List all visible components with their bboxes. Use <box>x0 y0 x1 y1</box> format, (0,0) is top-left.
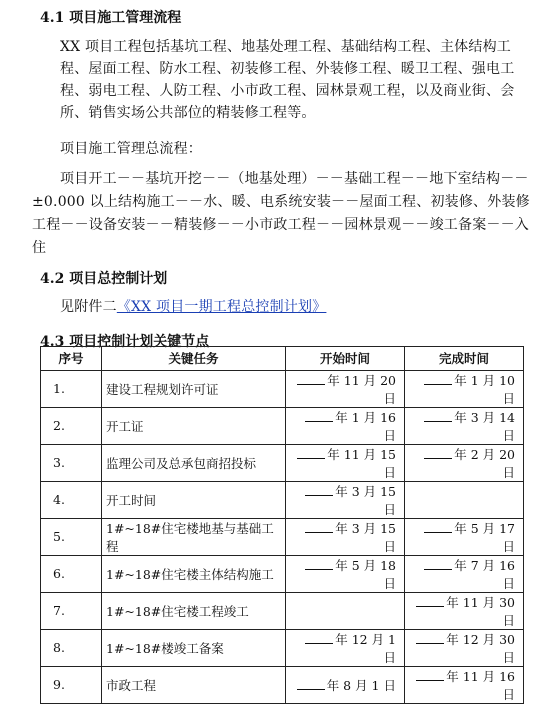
section-4-3-heading: 4.3 项目控制计划关键节点 <box>40 334 210 350</box>
row-task: 1#~18#住宅楼主体结构施工 <box>102 555 286 592</box>
year-blank <box>424 410 452 422</box>
attachment-reference <box>60 296 530 318</box>
year-blank <box>297 678 325 690</box>
row-task: 1#~18#住宅楼地基与基础工程 <box>102 518 286 555</box>
date-text: 年 12 月 30 日 <box>446 631 515 665</box>
date-text: 年 12 月 1 日 <box>335 631 396 665</box>
date-text: 年 3 月 15 日 <box>335 483 396 517</box>
date-text: 年 3 月 15 日 <box>335 520 396 554</box>
row-task: 开工证 <box>102 407 286 444</box>
date-text: 年 5 月 18 日 <box>335 557 396 591</box>
year-blank <box>305 521 333 533</box>
row-end-date <box>405 518 524 555</box>
date-text: 年 7 月 16 日 <box>454 557 515 591</box>
date-text: 年 11 月 20 日 <box>327 372 396 406</box>
year-blank <box>424 373 452 385</box>
column-header-no: 序号 <box>41 347 102 371</box>
row-task: 监理公司及总承包商招投标 <box>102 444 286 481</box>
attachment-prefix: 见附件二 <box>60 299 117 315</box>
row-start-date <box>286 555 405 592</box>
date-text: 年 2 月 20 日 <box>454 446 515 480</box>
flow-paragraph: 项目开工－－基坑开挖－－（地基处理）－－基础工程－－地下室结构－－±0.000 以上结构施工－－水、暖、电系统安装－－屋面工程、初装修、外装修工程－－设备安装－－精装修－－小市政工程－－园林景观－－竣工备案－－入住 <box>32 171 530 256</box>
year-blank <box>424 447 452 459</box>
table-row <box>41 481 524 518</box>
year-blank <box>305 410 333 422</box>
row-end-date <box>405 444 524 481</box>
date-text: 年 11 月 15 日 <box>327 446 396 480</box>
date-text: 年 1 月 16 日 <box>335 409 396 443</box>
row-end-date <box>405 370 524 407</box>
row-start-date <box>286 481 405 518</box>
row-number: 1. <box>41 370 102 407</box>
date-text: 年 5 月 17 日 <box>454 520 515 554</box>
table-row <box>41 518 524 555</box>
year-blank <box>416 595 444 607</box>
project-scope-paragraph: XX 项目工程包括基坑工程、地基处理工程、基础结构工程、主体结构工程、屋面工程、防水工程、初装修工程、外装修工程、暖卫工程、强电工程、弱电工程、人防工程、小市政工程、园林景观工程，以及商业街、会所、销售实场公共部位的精装修工程等。 <box>60 39 515 121</box>
column-header-start: 开始时间 <box>286 347 405 371</box>
row-number: 3. <box>41 444 102 481</box>
master-plan-link[interactable]: 《XX 项目一期工程总控制计划》 <box>116 299 327 315</box>
year-blank <box>305 632 333 644</box>
row-number: 8. <box>41 629 102 666</box>
row-task: 市政工程 <box>102 666 286 703</box>
row-number: 9. <box>41 666 102 703</box>
key-milestones-table <box>40 346 524 704</box>
row-end-date <box>405 592 524 629</box>
table-row <box>41 444 524 481</box>
row-start-date <box>286 666 405 703</box>
flow-title: 项目施工管理总流程： <box>60 141 202 157</box>
row-task: 1#~18#楼竣工备案 <box>102 629 286 666</box>
year-blank <box>297 373 325 385</box>
year-blank <box>424 521 452 533</box>
row-task: 开工时间 <box>102 481 286 518</box>
row-end-date <box>405 407 524 444</box>
column-header-task: 关键任务 <box>102 347 286 371</box>
table-row <box>41 555 524 592</box>
row-number: 2. <box>41 407 102 444</box>
year-blank <box>305 484 333 496</box>
row-number: 4. <box>41 481 102 518</box>
row-number: 5. <box>41 518 102 555</box>
row-task: 1#~18#住宅楼工程竣工 <box>102 592 286 629</box>
table-row <box>41 666 524 703</box>
row-number: 7. <box>41 592 102 629</box>
row-end-date <box>405 629 524 666</box>
year-blank <box>297 447 325 459</box>
row-number: 6. <box>41 555 102 592</box>
row-end-date <box>405 555 524 592</box>
row-start-date <box>286 518 405 555</box>
year-blank <box>305 558 333 570</box>
table-row <box>41 629 524 666</box>
row-end-date <box>405 666 524 703</box>
column-header-end: 完成时间 <box>405 347 524 371</box>
row-task: 建设工程规划许可证 <box>102 370 286 407</box>
row-start-date <box>286 407 405 444</box>
row-start-date <box>286 444 405 481</box>
section-4-1-heading: 4.1 项目施工管理流程 <box>40 10 182 26</box>
section-4-2-heading: 4.2 项目总控制计划 <box>40 271 168 287</box>
row-start-date <box>286 370 405 407</box>
year-blank <box>416 669 444 681</box>
date-text: 年 11 月 16 日 <box>446 668 515 702</box>
table-header-row <box>41 347 524 371</box>
row-end-date <box>405 481 524 518</box>
row-start-date <box>286 629 405 666</box>
date-text: 年 8 月 1 日 <box>326 677 396 693</box>
row-start-date <box>286 592 405 629</box>
date-text: 年 11 月 30 日 <box>446 594 515 628</box>
date-text: 年 1 月 10 日 <box>454 372 515 406</box>
table-row <box>41 370 524 407</box>
year-blank <box>424 558 452 570</box>
year-blank <box>416 632 444 644</box>
table-row <box>41 592 524 629</box>
table-row <box>41 407 524 444</box>
date-text: 年 3 月 14 日 <box>454 409 515 443</box>
